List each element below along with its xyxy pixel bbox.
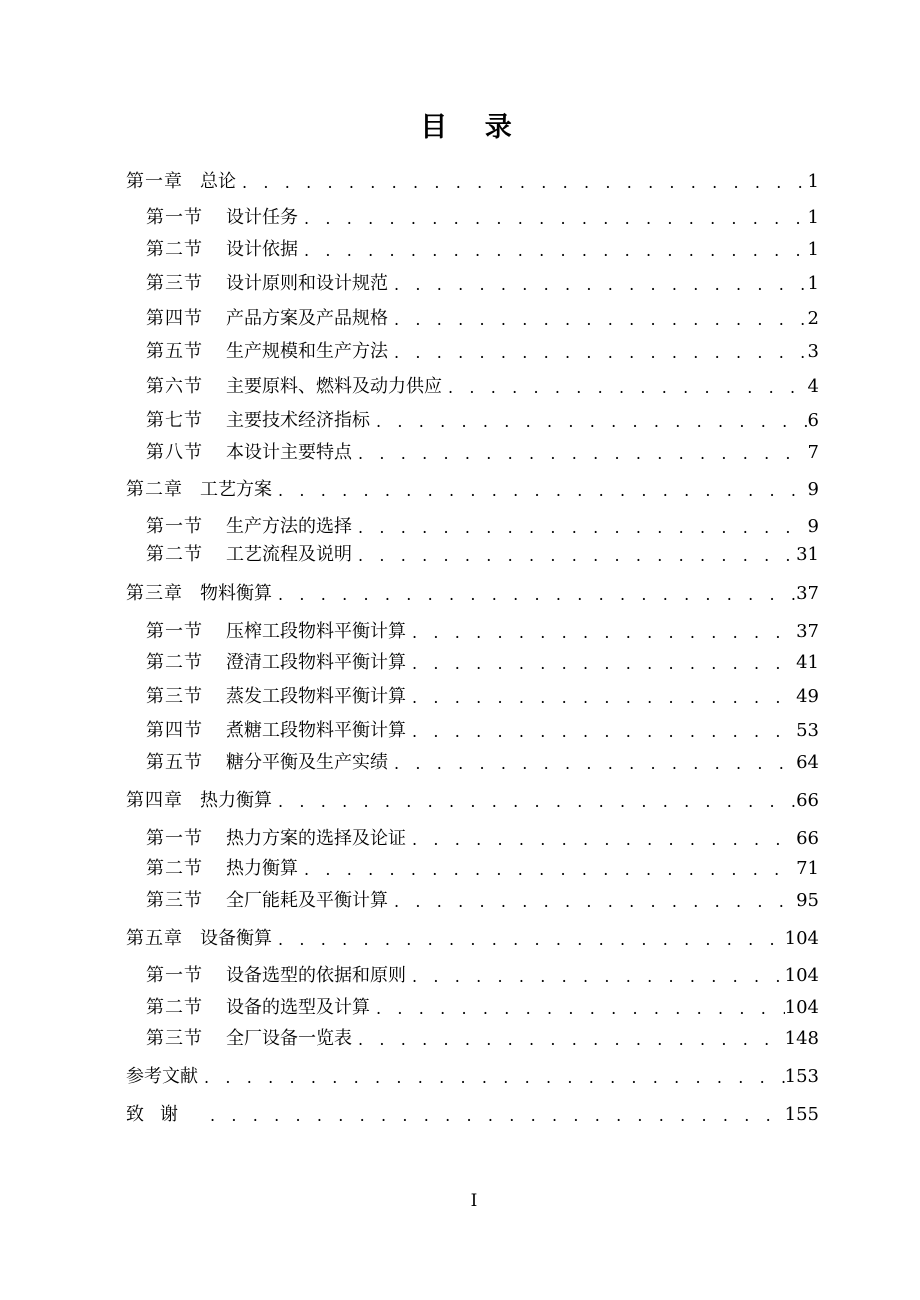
toc-label (126, 478, 272, 502)
toc-text: 主要原料、燃料及动力供应 (226, 376, 442, 397)
toc-section-2-1[interactable] (146, 515, 819, 539)
toc-section-1-2[interactable] (146, 238, 819, 262)
toc-page-number: 4 (807, 376, 819, 397)
toc-label (146, 340, 388, 364)
toc-acknowledgements[interactable] (126, 1103, 819, 1127)
toc-page-number: 66 (796, 828, 819, 849)
toc-text: 设备选型的依据和原则 (226, 965, 406, 986)
toc-section-4-2[interactable] (146, 857, 819, 881)
toc-text: 主要技术经济指标 (226, 410, 370, 431)
toc-section-1-8[interactable] (146, 441, 819, 465)
toc-page-number: 53 (796, 720, 819, 741)
toc-text: 蒸发工段物料平衡计算 (226, 686, 406, 707)
toc-section-3-4[interactable] (146, 719, 819, 743)
dot-leader (388, 309, 808, 331)
toc-label (146, 375, 442, 399)
toc-number: 第七节 (146, 410, 203, 431)
dot-leader (298, 240, 808, 262)
toc-text: 全厂能耗及平衡计算 (226, 890, 388, 911)
toc-page-number: 9 (807, 479, 819, 500)
toc-page-number: 9 (807, 516, 819, 537)
toc-label (146, 964, 406, 988)
toc-references[interactable] (126, 1065, 819, 1089)
toc-section-1-6[interactable] (146, 375, 819, 399)
toc-label (146, 206, 298, 230)
toc-number: 第五节 (146, 752, 203, 773)
toc-label (126, 170, 236, 194)
toc-page-number: 1 (807, 273, 819, 294)
dot-leader (406, 653, 796, 675)
toc-label (146, 409, 370, 433)
dot-leader (388, 274, 808, 296)
dot-leader (352, 443, 808, 465)
toc-label (146, 857, 298, 881)
toc-number: 第一节 (146, 828, 203, 849)
toc-page-number: 1 (807, 239, 819, 260)
toc-text: 生产方法的选择 (226, 516, 352, 537)
toc-number: 第八节 (146, 442, 203, 463)
toc-page-number: 104 (784, 965, 819, 986)
toc-text: 参考文献 (126, 1066, 198, 1087)
toc-text: 生产规模和生产方法 (226, 341, 388, 362)
toc-section-3-3[interactable] (146, 685, 819, 709)
toc-number: 第五节 (146, 341, 203, 362)
toc-number: 第一节 (146, 516, 203, 537)
toc-label (146, 238, 298, 262)
dot-leader (406, 721, 796, 743)
toc-text: 设计原则和设计规范 (226, 273, 388, 294)
toc-label: 致谢 (126, 1104, 194, 1125)
toc-page-number: 7 (807, 442, 819, 463)
toc-label (146, 441, 352, 465)
toc-label (146, 827, 406, 851)
toc-number: 第四节 (146, 308, 203, 329)
toc-number: 第三节 (146, 1028, 203, 1049)
toc-section-1-5[interactable] (146, 340, 819, 364)
dot-leader (370, 998, 785, 1020)
toc-number: 第三章 (126, 583, 183, 604)
toc-page-number: 37 (796, 583, 819, 604)
dot-leader (272, 480, 808, 502)
toc-section-1-3[interactable] (146, 272, 819, 296)
dot-leader (272, 929, 785, 951)
page-title: 目 录 (420, 112, 526, 143)
toc-section-3-2[interactable] (146, 651, 819, 675)
dot-leader (406, 966, 785, 988)
toc-label (146, 620, 406, 644)
dot-leader (388, 753, 796, 775)
toc-number: 第一节 (146, 621, 203, 642)
toc-number: 第二章 (126, 479, 183, 500)
toc-section-5-1[interactable] (146, 964, 819, 988)
toc-text: 热力衡算 (226, 858, 298, 879)
toc-number: 第四章 (126, 790, 183, 811)
toc-number: 第二节 (146, 652, 203, 673)
toc-text: 产品方案及产品规格 (226, 308, 388, 329)
toc-number: 第三节 (146, 890, 203, 911)
toc-page-number: 1 (807, 171, 819, 192)
toc-label (146, 719, 406, 743)
toc-chapter-4[interactable] (126, 789, 819, 813)
toc-number: 第二节 (146, 239, 203, 260)
toc-chapter-5[interactable] (126, 927, 819, 951)
toc-section-3-1[interactable] (146, 620, 819, 644)
toc-label (126, 927, 272, 951)
dot-leader (236, 172, 808, 194)
toc-chapter-1[interactable] (126, 170, 819, 194)
toc-label (146, 996, 370, 1020)
toc-text: 压榨工段物料平衡计算 (226, 621, 406, 642)
toc-text: 热力衡算 (200, 790, 272, 811)
toc-page-number: 1 (807, 207, 819, 228)
toc-page-number: 155 (784, 1104, 819, 1125)
toc-number: 第二节 (146, 858, 203, 879)
toc-text: 物料衡算 (200, 583, 272, 604)
toc-section-5-3[interactable] (146, 1027, 819, 1051)
toc-label (146, 515, 352, 539)
toc-section-1-4[interactable] (146, 307, 819, 331)
toc-text: 煮糖工段物料平衡计算 (226, 720, 406, 741)
toc-page-number: 104 (784, 928, 819, 949)
dot-leader (272, 791, 796, 813)
toc-text: 热力方案的选择及论证 (226, 828, 406, 849)
page-number: I (470, 1191, 478, 1211)
toc-number: 第一节 (146, 207, 203, 228)
toc-chapter-2[interactable] (126, 478, 819, 502)
toc-text: 设计依据 (226, 239, 298, 260)
toc-label (146, 685, 406, 709)
dot-leader (406, 829, 796, 851)
toc-page-number: 95 (796, 890, 819, 911)
toc-number: 第一章 (126, 171, 183, 192)
dot-leader (442, 377, 808, 399)
dot-leader (272, 584, 796, 606)
dot-leader (204, 1105, 785, 1127)
toc-text: 全厂设备一览表 (226, 1028, 352, 1049)
toc-number: 第二节 (146, 544, 203, 565)
dot-leader (298, 208, 808, 230)
toc-label (146, 889, 388, 913)
toc-label (126, 1065, 198, 1089)
toc-page-number: 6 (807, 410, 819, 431)
toc-section-5-2[interactable] (146, 996, 819, 1020)
toc-label (146, 751, 388, 775)
toc-page-number: 66 (796, 790, 819, 811)
toc-label (126, 789, 272, 813)
toc-page-number: 3 (807, 341, 819, 362)
toc-text: 设计任务 (226, 207, 298, 228)
toc-text: 糖分平衡及生产实绩 (226, 752, 388, 773)
toc-text: 工艺流程及说明 (226, 544, 352, 565)
toc-page-number: 2 (807, 308, 819, 329)
toc-label (146, 307, 388, 331)
toc-number: 第四节 (146, 720, 203, 741)
toc-number: 第六节 (146, 376, 203, 397)
toc-text: 总论 (200, 171, 236, 192)
toc-section-4-1[interactable] (146, 827, 819, 851)
toc-text: 设备衡算 (200, 928, 272, 949)
toc-text: 工艺方案 (200, 479, 272, 500)
toc-text: 本设计主要特点 (226, 442, 352, 463)
toc-text: 设备的选型及计算 (226, 997, 370, 1018)
toc-chapter-3[interactable] (126, 582, 819, 606)
toc-page-number: 153 (784, 1066, 819, 1087)
toc-section-2-2[interactable] (146, 543, 819, 567)
toc-page-number: 104 (784, 997, 819, 1018)
toc-page-number: 37 (796, 621, 819, 642)
dot-leader (406, 622, 796, 644)
toc-number: 第五章 (126, 928, 183, 949)
dot-leader (406, 687, 796, 709)
toc-page-number: 148 (784, 1028, 819, 1049)
dot-leader (370, 411, 808, 433)
toc-section-4-3[interactable] (146, 889, 819, 913)
toc-page-number: 71 (796, 858, 819, 879)
toc-label (146, 543, 352, 567)
toc-label (126, 582, 272, 606)
dot-leader (388, 342, 808, 364)
toc-label (146, 651, 406, 675)
dot-leader (198, 1067, 785, 1089)
toc-number: 第一节 (146, 965, 203, 986)
toc-label (146, 272, 388, 296)
dot-leader (298, 859, 796, 881)
toc-section-1-1[interactable] (146, 206, 819, 230)
toc-page-number: 31 (796, 544, 819, 565)
toc-section-3-5[interactable] (146, 751, 819, 775)
toc-number: 第二节 (146, 997, 203, 1018)
toc-label (146, 1027, 352, 1051)
toc-page-number: 41 (796, 652, 819, 673)
toc-page-number: 49 (796, 686, 819, 707)
toc-section-1-7[interactable] (146, 409, 819, 433)
toc-number: 第三节 (146, 686, 203, 707)
toc-page-number: 64 (796, 752, 819, 773)
dot-leader (352, 517, 808, 539)
dot-leader (352, 545, 796, 567)
dot-leader (388, 891, 796, 913)
dot-leader (352, 1029, 785, 1051)
toc-text: 澄清工段物料平衡计算 (226, 652, 406, 673)
toc-number: 第三节 (146, 273, 203, 294)
